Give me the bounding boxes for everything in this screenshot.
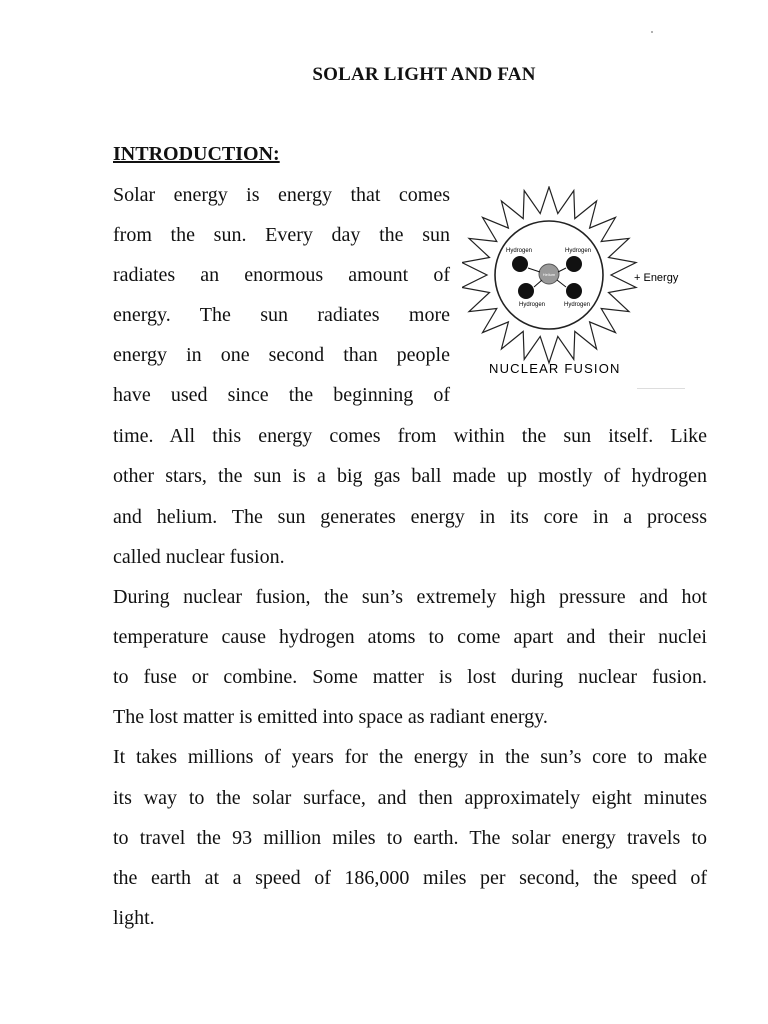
atom-label: Hydrogen <box>563 302 591 308</box>
body-line: The lost matter is emitted into space as radiant energy. <box>113 706 548 728</box>
body-line: and helium. The sun generates energy in its core in a process <box>113 506 707 528</box>
body-line: have used since the beginning of <box>113 384 450 406</box>
body-line: radiates an enormous amount of <box>113 264 450 286</box>
body-line: light. <box>113 907 155 929</box>
body-line: to fuse or combine. Some matter is lost during nuclear fusion. <box>113 666 707 688</box>
core-label: Helium <box>542 272 556 277</box>
atom-label: Hydrogen <box>518 302 546 308</box>
document-title: SOLAR LIGHT AND FAN <box>312 64 536 85</box>
atom-label: Hydrogen <box>505 248 533 254</box>
nuclear-fusion-diagram <box>462 186 692 396</box>
body-line: the earth at a speed of 186,000 miles per second, the speed of <box>113 867 707 889</box>
hydrogen-atom <box>566 256 582 272</box>
body-line: energy in one second than people <box>113 344 450 366</box>
figure-divider <box>637 388 685 389</box>
hydrogen-atom <box>512 256 528 272</box>
body-line: energy. The sun radiates more <box>113 304 450 326</box>
body-line: to travel the 93 million miles to earth. The solar energy travels to <box>113 827 707 849</box>
figure-caption: NUCLEAR FUSION <box>489 361 621 376</box>
hydrogen-atom <box>566 283 582 299</box>
page-speck <box>651 31 653 33</box>
section-heading: INTRODUCTION: <box>113 143 280 165</box>
body-line: from the sun. Every day the sun <box>113 224 450 246</box>
body-line: temperature cause hydrogen atoms to come apart and their nuclei <box>113 626 707 648</box>
body-line: other stars, the sun is a big gas ball made up mostly of hydrogen <box>113 465 707 487</box>
body-line: Solar energy is energy that comes <box>113 184 450 206</box>
body-line: its way to the solar surface, and then approximately eight minutes <box>113 787 707 809</box>
body-line: During nuclear fusion, the sun’s extremely high pressure and hot <box>113 586 707 608</box>
atom-label: Hydrogen <box>564 248 592 254</box>
body-line: It takes millions of years for the energy in the sun’s core to make <box>113 746 707 768</box>
body-line: called nuclear fusion. <box>113 546 285 568</box>
body-line: time. All this energy comes from within the sun itself. Like <box>113 425 707 447</box>
hydrogen-atom <box>518 283 534 299</box>
energy-label: + Energy <box>634 272 679 284</box>
